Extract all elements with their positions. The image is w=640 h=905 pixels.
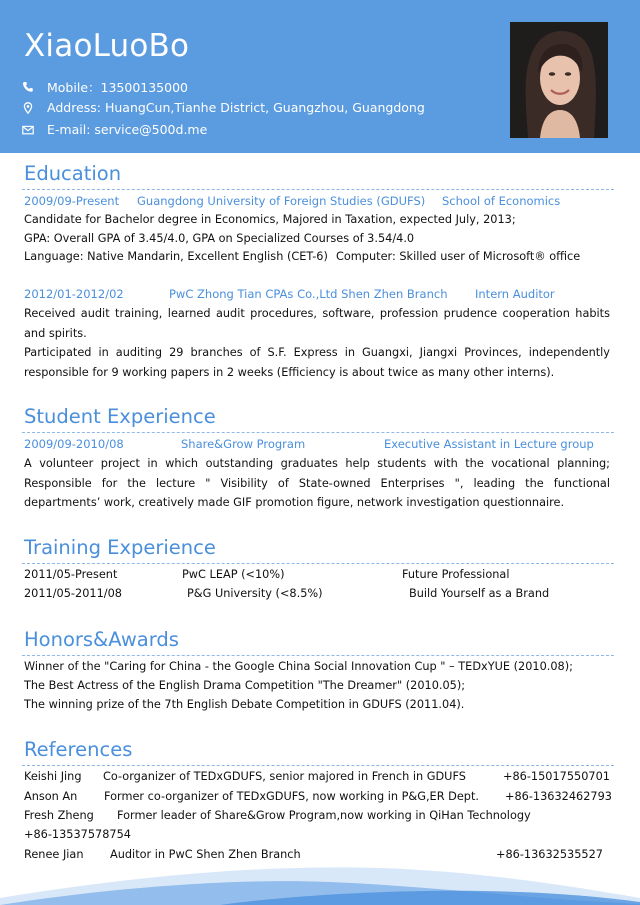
profile-photo <box>510 22 608 138</box>
training-row-1-note: Future Professional <box>402 568 510 581</box>
edu1-degree: Candidate for Bachelor degree in Economics, Majored in Taxation, expected July, 2013; <box>24 213 516 226</box>
edu2-period: 2012/01-2012/02 <box>24 287 124 301</box>
student-heading: Student Experience <box>24 405 216 428</box>
portrait-image <box>510 22 608 138</box>
training-row-1-program: PwC LEAP (<10%) <box>182 568 285 581</box>
student-divider <box>22 432 614 433</box>
student-org: Share&Grow Program <box>181 437 306 451</box>
email-link[interactable]: E-mail: service@500d.me <box>47 122 208 137</box>
phone-icon <box>22 81 34 93</box>
ref-2-name: Anson An <box>24 790 78 803</box>
references-heading: References <box>24 738 133 761</box>
edu2-org: PwC Zhong Tian CPAs Co.,Ltd Shen Zhen Branch <box>169 287 448 301</box>
student-paragraph: A volunteer project in which outstanding graduates help students with the vocational planning; Responsible for the lecture " Visibility of State-owned Enterprises ", leading the functional departments’ work, creatively made GIF promotion figure, network investigation questionnaire. <box>24 457 610 509</box>
training-row-2-note: Build Yourself as a Brand <box>409 587 550 600</box>
ref-2-desc: Former co-organizer of TEDxGDUFS, now working in P&G,ER Dept. <box>104 790 479 803</box>
ref-1-desc: Co-organizer of TEDxGDUFS, senior majored in French in GDUFS <box>103 770 466 783</box>
ref-1-phone: +86-15017550701 <box>503 770 610 783</box>
ref-1-name: Keishi Jing <box>24 770 82 783</box>
ref-3-name: Fresh Zheng <box>24 809 94 822</box>
edu2-paragraph-2: Participated in auditing 29 branches of S.F. Express in Guangxi, Jiangxi Provinces, independently responsible for 9 working papers in 2 weeks (Efficiency is about twice as many other interns). <box>24 346 610 379</box>
honor-3: The winning prize of the 7th English Debate Competition in GDUFS (2011.04). <box>24 698 465 711</box>
edu1-school: Guangdong University of Foreign Studies (GDUFS) <box>137 194 426 208</box>
training-divider <box>22 563 614 564</box>
edu1-gpa: GPA: Overall GPA of 3.45/4.0, GPA on Specialized Courses of 3.54/4.0 <box>24 232 415 245</box>
honor-1: Winner of the "Caring for China - the Google China Social Innovation Cup " – TEDxYUE (2010.08); <box>24 660 573 673</box>
ref-3-phone: +86-13537578754 <box>24 828 131 841</box>
student-period: 2009/09-2010/08 <box>24 437 124 451</box>
edu1-dept: School of Economics <box>442 194 561 208</box>
edu1-language: Language: Native Mandarin, Excellent English (CET-6) <box>24 250 328 263</box>
edu2-role: Intern Auditor <box>475 287 555 301</box>
ref-4-desc: Auditor in PwC Shen Zhen Branch <box>110 848 301 861</box>
mobile-line <box>22 78 188 96</box>
envelope-icon <box>22 124 34 136</box>
honors-divider <box>22 655 614 656</box>
honor-2: The Best Actress of the English Drama Competition "The Dreamer" (2010.05); <box>24 679 466 692</box>
training-row-2-program: P&G University (<8.5%) <box>187 587 323 600</box>
edu1-computer: Computer: Skilled user of Microsoft® office <box>336 250 581 263</box>
candidate-name: XiaoLuoBo <box>24 28 190 64</box>
edu1-period: 2009/09-Present <box>24 194 120 208</box>
references-divider <box>22 765 614 766</box>
address-text: Address: HuangCun,Tianhe District, Guangzhou, Guangdong <box>47 100 425 115</box>
ref-4-name: Renee Jian <box>24 848 84 861</box>
mobile-text: Mobile：13500135000 <box>47 80 188 95</box>
training-row-1-period: 2011/05-Present <box>24 568 118 581</box>
location-pin-icon <box>22 102 34 114</box>
ref-4-phone: +86-13632535527 <box>496 848 603 861</box>
edu2-paragraph-1: Received audit training, learned audit procedures, software, profession prudence cooperation habits and spirits. <box>24 307 610 340</box>
education-divider <box>22 189 614 190</box>
email-line <box>22 122 207 137</box>
address-line <box>22 100 425 115</box>
header-banner <box>0 0 640 153</box>
ref-3-desc: Former leader of Share&Grow Program,now working in QiHan Technology <box>117 809 531 822</box>
training-row-2-period: 2011/05-2011/08 <box>24 587 122 600</box>
education-heading: Education <box>24 162 122 185</box>
footer-wave-decoration <box>0 858 640 905</box>
student-role: Executive Assistant in Lecture group <box>384 437 594 451</box>
ref-2-phone: +86-13632462793 <box>505 790 612 803</box>
training-heading: Training Experience <box>24 536 216 559</box>
honors-heading: Honors&Awards <box>24 628 179 651</box>
